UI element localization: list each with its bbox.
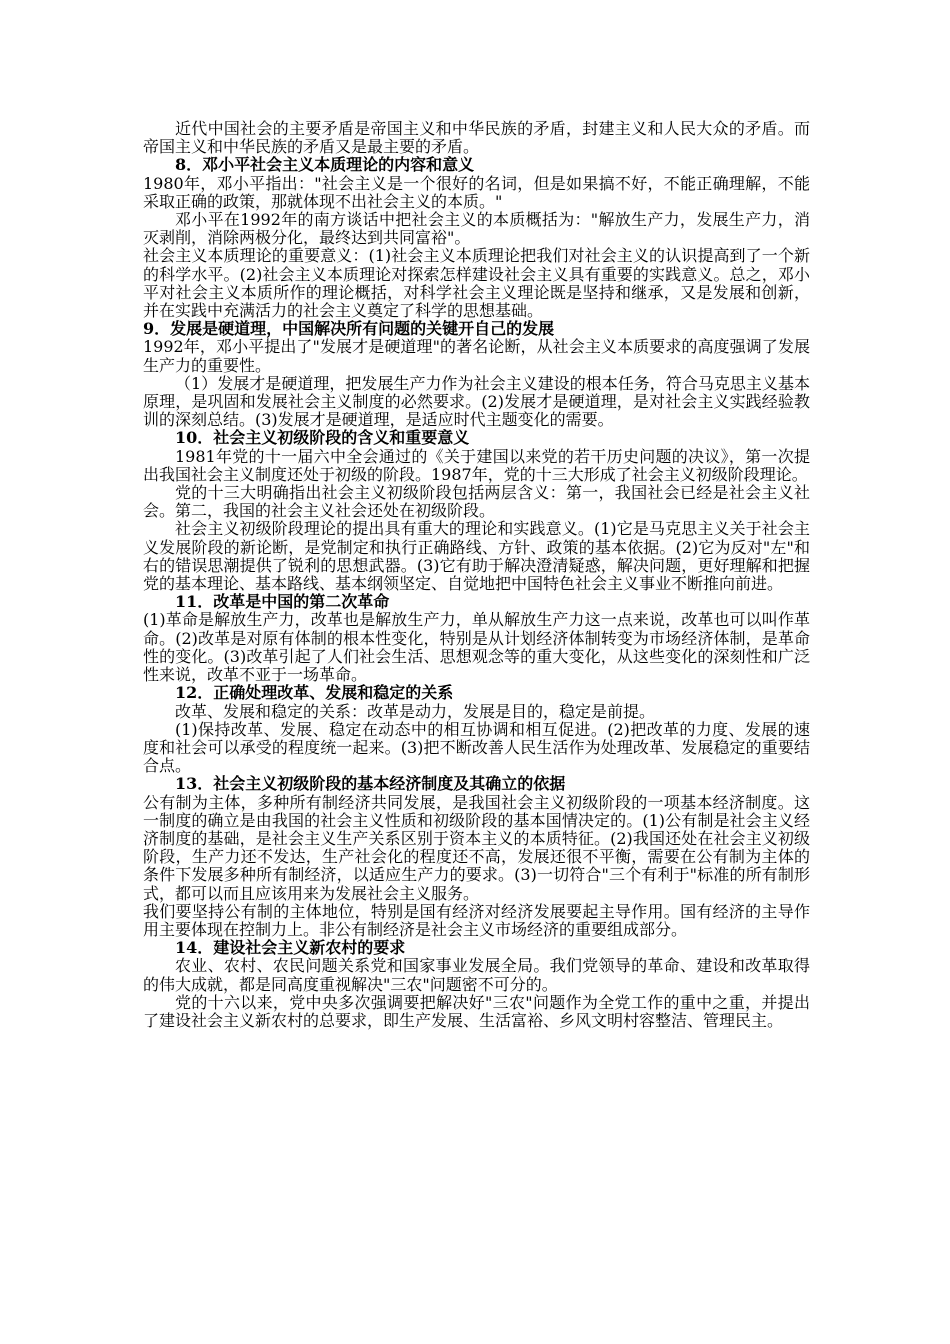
heading-section-12: 12．正确处理改革、发展和稳定的关系	[175, 683, 454, 703]
paragraph-13-public-ownership: 我们要坚持公有制的主体地位，特别是国有经济对经济发展要起主导作用。国有经济的主导作用主要体现在控制力上。非公有制经济是社会主义市场经济的重要组成部分。	[143, 901, 810, 939]
paragraph-12-relation: 改革、发展和稳定的关系：改革是动力，发展是目的，稳定是前提。	[175, 701, 656, 721]
paragraph-contradictions: 近代中国社会的主要矛盾是帝国主义和中华民族的矛盾，封建主义和人民大众的矛盾。而帝国主义和中华民族的矛盾又是最主要的矛盾。	[143, 119, 810, 157]
paragraph-8-1980-quote: 1980年，邓小平指出："社会主义是一个很好的名词，但是如果搞不好，不能正确理解，不能采取正确的政策，那就体现不出社会主义的本质。"	[143, 173, 810, 211]
paragraph-8-1992-southern-talk: 邓小平在1992年的南方谈话中把社会主义的本质概括为："解放生产力，发展生产力，消灭剥削，消除两极分化，最终达到共同富裕"。	[143, 210, 810, 248]
paragraph-9-points: （1）发展才是硬道理，把发展生产力作为社会主义建设的根本任务，符合马克思主义基本原理，是巩固和发展社会主义制度的必然要求。(2)发展才是硬道理，是对社会主义实践经验教训的深刻总结。(3)发展才是硬道理，是适应时代主题变化的需要。	[143, 373, 810, 430]
heading-section-9: 9．发展是硬道理，中国解决所有问题的关键开自己的发展	[143, 319, 555, 339]
paragraph-14-requirements: 党的十六以来，党中央多次强调要把解决好"三农"问题作为全党工作的重中之重，并提出了建设社会主义新农村的总要求，即生产发展、生活富裕、乡风文明村容整洁、管理民主。	[143, 992, 810, 1030]
paragraph-10-significance: 社会主义初级阶段理论的提出具有重大的理论和实践意义。(1)它是马克思主义关于社会主义发展阶段的新论断，是党制定和执行正确路线、方针、政策的基本依据。(2)它为反对"左"和右的错误思潮提供了锐利的思想武器。(3)它有助于解决澄清疑惑，解决问题，更好理解和把握党的基本理论、基本路线、基本纲领坚定、自觉地把中国特色社会主义事业不断推向前进。	[143, 519, 810, 594]
paragraph-12-points: (1)保持改革、发展、稳定在动态中的相互协调和相互促进。(2)把改革的力度、发展的速度和社会可以承受的程度统一起来。(3)把不断改善人民生活作为处理改革、发展稳定的重要结合点。	[143, 719, 810, 776]
heading-section-10: 10．社会主义初级阶段的含义和重要意义	[175, 428, 470, 448]
paragraph-10-history: 1981年党的十一届六中全会通过的《关于建国以来党的若干历史问题的决议》，第一次提出我国社会主义制度还处于初级的阶段。1987年，党的十三大形成了社会主义初级阶段理论。	[143, 446, 810, 484]
paragraph-13-basis: 公有制为主体，多种所有制经济共同发展，是我国社会主义初级阶段的一项基本经济制度。这一制度的确立是由我国的社会主义性质和初级阶段的基本国情决定的。(1)公有制是社会主义经济制度的基础，是社会主义生产关系区别于资本主义的本质特征。(2)我国还处在社会主义初级阶段，生产力还不发达，生产社会化的程度还不高，发展还很不平衡，需要在公有制为主体的条件下发展多种所有制经济，以适应生产力的要求。(3)一切符合"三个有利于"标准的所有制形式，都可以而且应该用来为发展社会主义服务。	[143, 792, 810, 903]
heading-section-14: 14．建设社会主义新农村的要求	[175, 938, 406, 958]
heading-section-8: 8．邓小平社会主义本质理论的内容和意义	[175, 155, 475, 175]
heading-section-13: 13．社会主义初级阶段的基本经济制度及其确立的依据	[175, 774, 566, 794]
heading-section-11: 11．改革是中国的第二次革命	[175, 592, 390, 612]
document-page	[143, 120, 810, 1030]
paragraph-10-meaning: 党的十三大明确指出社会主义初级阶段包括两层含义：第一，我国社会已经是社会主义社会。第二，我国的社会主义社会还处在初级阶段。	[143, 483, 810, 521]
paragraph-14-three-rural: 农业、农村、农民问题关系党和国家事业发展全局。我们党领导的革命、建设和改革取得的伟大成就，都是同高度重视解决"三农"问题密不可分的。	[143, 956, 810, 994]
paragraph-9-1992: 1992年，邓小平提出了"发展才是硬道理"的著名论断，从社会主义本质要求的高度强调了发展生产力的重要性。	[143, 337, 810, 375]
paragraph-11-reform: (1)革命是解放生产力，改革也是解放生产力，单从解放生产力这一点来说，改革也可以叫作革命。(2)改革是对原有体制的根本性变化，特别是从计划经济体制转变为市场经济体制，是革命性的变化。(3)改革引起了人们社会生活、思想观念等的重大变化，从这些变化的深刻性和广泛性来说，改革不亚于一场革命。	[143, 610, 810, 685]
paragraph-8-significance: 社会主义本质理论的重要意义：(1)社会主义本质理论把我们对社会主义的认识提高到了一个新的科学水平。(2)社会主义本质理论对探索怎样建设社会主义具有重要的实践意义。总之，邓小平对社会主义本质所作的理论概括，对科学社会主义理论既是坚持和继承，又是发展和创新，并在实践中充满活力的社会主义奠定了科学的思想基础。	[143, 246, 810, 321]
